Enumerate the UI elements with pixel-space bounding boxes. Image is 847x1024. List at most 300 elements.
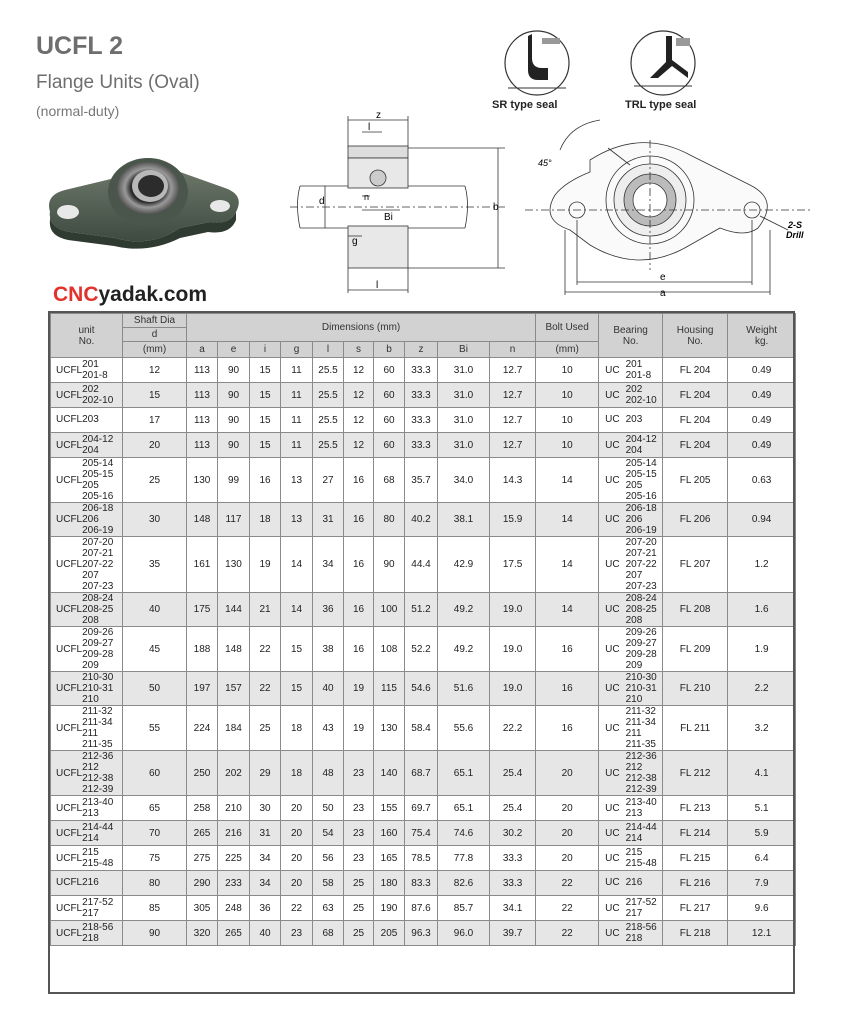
bearing-variant: 205-14 [625, 458, 657, 469]
bearing-variant: 217 [625, 908, 643, 919]
unit-variant: 217 [82, 908, 99, 919]
brand-cnc: CNC [53, 283, 99, 306]
cell-l: 34 [313, 537, 344, 593]
cell-bearing-no [599, 537, 663, 593]
cell-g: 11 [281, 358, 313, 383]
cell-n: 14.3 [490, 458, 536, 503]
cell-s: 16 [344, 593, 374, 627]
bearing-variant: 207 [625, 570, 643, 581]
dim-head-e: e [218, 342, 250, 358]
unit-variant: 215-48 [82, 858, 114, 869]
cell-n: 19.0 [490, 672, 536, 706]
spec-table [50, 313, 796, 946]
unit-prefix: UCFL [56, 643, 83, 655]
cell-bolt: 20 [536, 846, 599, 871]
bearing-variant: 201-8 [625, 370, 652, 381]
bearing-variant: 215-48 [625, 858, 657, 869]
bearing-prefix: UC [605, 767, 620, 779]
cell-bi: 82.6 [438, 871, 490, 896]
cell-weight: 2.2 [728, 672, 796, 706]
cell-bolt: 14 [536, 503, 599, 537]
dim-bi: Bi [384, 212, 393, 223]
col-dimensions: Dimensions (mm) [187, 314, 536, 342]
cell-l: 25.5 [313, 383, 344, 408]
unit-variant: 207-22 [82, 559, 114, 570]
cell-d: 85 [123, 896, 187, 921]
cell-e: 148 [218, 627, 250, 672]
unit-variant: 206 [82, 514, 99, 525]
cell-i: 21 [250, 593, 281, 627]
cell-weight: 0.63 [728, 458, 796, 503]
cell-n: 12.7 [490, 358, 536, 383]
cell-bolt: 10 [536, 383, 599, 408]
cell-e: 90 [218, 383, 250, 408]
unit-prefix: UCFL [56, 514, 83, 525]
unit-variant: 207-20 [82, 537, 114, 548]
cell-l: 54 [313, 821, 344, 846]
cell-n: 25.4 [490, 751, 536, 796]
unit-variant: 214 [82, 833, 99, 844]
dim-head-b: b [374, 342, 405, 358]
cell-b: 140 [374, 751, 405, 796]
cell-b: 205 [374, 921, 405, 946]
cell-d: 20 [123, 433, 187, 458]
cell-bolt: 14 [536, 458, 599, 503]
cell-unit-no [51, 433, 123, 458]
cell-unit-no [51, 593, 123, 627]
cell-d: 70 [123, 821, 187, 846]
cell-housing: FL 209 [663, 627, 728, 672]
cell-n: 12.7 [490, 433, 536, 458]
cell-bi: 65.1 [438, 796, 490, 821]
cell-l: 25.5 [313, 408, 344, 433]
cell-b: 60 [374, 433, 405, 458]
page-subtitle: Flange Units (Oval) [36, 72, 200, 93]
bearing-variant: 210-31 [625, 683, 657, 694]
bearing-prefix: UC [605, 852, 620, 864]
unit-variant: 213 [82, 808, 99, 819]
cell-housing: FL 217 [663, 896, 728, 921]
cell-s: 16 [344, 627, 374, 672]
cell-a: 148 [187, 503, 218, 537]
cell-z: 44.4 [405, 537, 438, 593]
unit-variant: 207 [82, 570, 99, 581]
col-shaft-mm: (mm) [123, 342, 187, 358]
cell-unit-no [51, 706, 123, 751]
unit-variant: 214-44 [82, 822, 114, 833]
cell-housing: FL 204 [663, 433, 728, 458]
unit-variant: 208 [82, 615, 99, 626]
cell-d: 50 [123, 672, 187, 706]
cell-s: 16 [344, 503, 374, 537]
dim-head-g: g [281, 342, 313, 358]
cell-i: 30 [250, 796, 281, 821]
cell-a: 161 [187, 537, 218, 593]
cell-unit-no [51, 537, 123, 593]
cell-i: 25 [250, 706, 281, 751]
bearing-variant: 211 [625, 728, 642, 739]
dim-a: a [660, 288, 666, 299]
bearing-prefix: UC [605, 514, 620, 525]
cell-e: 157 [218, 672, 250, 706]
cell-l: 31 [313, 503, 344, 537]
drill-label-2: Drill [786, 230, 804, 240]
bearing-prefix: UC [605, 827, 620, 839]
cell-bi: 31.0 [438, 433, 490, 458]
unit-variant: 210-31 [82, 683, 114, 694]
cell-i: 36 [250, 896, 281, 921]
bearing-variant: 213 [625, 808, 643, 819]
cell-z: 51.2 [405, 593, 438, 627]
cell-d: 17 [123, 408, 187, 433]
table-row [51, 627, 796, 672]
bearing-prefix: UC [605, 877, 620, 889]
cell-weight: 6.4 [728, 846, 796, 871]
bearing-variant: 201 [625, 359, 643, 370]
product-photo [40, 150, 250, 250]
cell-g: 20 [281, 796, 313, 821]
cell-bi: 42.9 [438, 537, 490, 593]
cell-a: 197 [187, 672, 218, 706]
cell-bolt: 20 [536, 751, 599, 796]
bearing-variant: 217-52 [625, 897, 657, 908]
bearing-variant: 207-22 [625, 559, 657, 570]
bearing-prefix: UC [605, 414, 620, 426]
cell-i: 31 [250, 821, 281, 846]
unit-variant: 212-36 [82, 751, 114, 762]
cell-unit-no [51, 627, 123, 672]
dim-head-z: z [405, 342, 438, 358]
unit-variant: 207-21 [82, 548, 114, 559]
cell-weight: 0.49 [728, 433, 796, 458]
cell-z: 52.2 [405, 627, 438, 672]
unit-variant: 202 [82, 384, 99, 395]
bearing-variant: 206 [625, 514, 643, 525]
cell-l: 56 [313, 846, 344, 871]
cell-d: 40 [123, 593, 187, 627]
cell-e: 184 [218, 706, 250, 751]
cell-z: 87.6 [405, 896, 438, 921]
cell-g: 23 [281, 921, 313, 946]
bearing-variant: 205-16 [625, 491, 657, 502]
cell-unit-no [51, 358, 123, 383]
cell-i: 16 [250, 458, 281, 503]
cell-bolt: 22 [536, 896, 599, 921]
cell-b: 115 [374, 672, 405, 706]
bearing-variant: 207-20 [625, 537, 657, 548]
cell-n: 19.0 [490, 627, 536, 672]
bearing-prefix: UC [605, 604, 620, 615]
dim-d: d [319, 196, 325, 207]
cell-b: 68 [374, 458, 405, 503]
cell-bearing-no [599, 672, 663, 706]
cell-weight: 5.1 [728, 796, 796, 821]
cell-bearing-no [599, 921, 663, 946]
unit-variant: 215 [82, 847, 99, 858]
cell-b: 180 [374, 871, 405, 896]
cell-unit-no [51, 458, 123, 503]
cell-i: 15 [250, 383, 281, 408]
cell-e: 248 [218, 896, 250, 921]
table-row [51, 672, 796, 706]
unit-variant: 210-30 [82, 672, 114, 683]
cell-a: 265 [187, 821, 218, 846]
cell-d: 65 [123, 796, 187, 821]
cell-l: 68 [313, 921, 344, 946]
cell-bi: 31.0 [438, 383, 490, 408]
unit-variant: 211-34 [82, 717, 113, 728]
cell-n: 12.7 [490, 383, 536, 408]
cell-e: 90 [218, 433, 250, 458]
trl-seal-diagram [628, 28, 698, 98]
cell-l: 43 [313, 706, 344, 751]
cell-b: 190 [374, 896, 405, 921]
cell-g: 14 [281, 593, 313, 627]
cell-bolt: 10 [536, 358, 599, 383]
cell-s: 16 [344, 458, 374, 503]
cell-l: 38 [313, 627, 344, 672]
cell-housing: FL 210 [663, 672, 728, 706]
unit-variant: 212 [82, 762, 99, 773]
dim-head-s: s [344, 342, 374, 358]
cell-housing: FL 204 [663, 408, 728, 433]
cell-z: 33.3 [405, 358, 438, 383]
cell-unit-no [51, 896, 123, 921]
bearing-prefix: UC [605, 559, 620, 570]
cell-g: 18 [281, 751, 313, 796]
cell-z: 54.6 [405, 672, 438, 706]
bearing-variant: 205-15 [625, 469, 657, 480]
cell-i: 34 [250, 871, 281, 896]
cell-weight: 1.6 [728, 593, 796, 627]
cell-d: 35 [123, 537, 187, 593]
cell-bearing-no [599, 358, 663, 383]
col-shaft: Shaft Dia [123, 314, 187, 328]
cell-i: 18 [250, 503, 281, 537]
cell-i: 15 [250, 433, 281, 458]
unit-variant: 209-26 [82, 627, 114, 638]
unit-variant: 218-56 [82, 922, 114, 933]
cell-housing: FL 204 [663, 358, 728, 383]
bearing-variant: 214 [625, 833, 643, 844]
col-housing: Housing No. [663, 314, 728, 358]
cell-g: 13 [281, 503, 313, 537]
unit-variant: 209-28 [82, 649, 114, 660]
cell-bi: 38.1 [438, 503, 490, 537]
table-row [51, 433, 796, 458]
cell-unit-no [51, 383, 123, 408]
cell-g: 22 [281, 896, 313, 921]
col-bearing: Bearing No. [599, 314, 663, 358]
cell-i: 34 [250, 846, 281, 871]
cell-unit-no [51, 408, 123, 433]
cell-i: 22 [250, 672, 281, 706]
cell-housing: FL 218 [663, 921, 728, 946]
cell-bearing-no [599, 896, 663, 921]
cell-z: 78.5 [405, 846, 438, 871]
cell-s: 19 [344, 672, 374, 706]
cell-a: 113 [187, 408, 218, 433]
cell-s: 23 [344, 821, 374, 846]
cell-g: 20 [281, 871, 313, 896]
cell-d: 75 [123, 846, 187, 871]
cell-b: 130 [374, 706, 405, 751]
cell-bi: 31.0 [438, 408, 490, 433]
cell-l: 50 [313, 796, 344, 821]
cell-bearing-no [599, 433, 663, 458]
cell-g: 11 [281, 383, 313, 408]
cell-unit-no [51, 821, 123, 846]
cell-weight: 5.9 [728, 821, 796, 846]
dim-z: z [376, 110, 381, 121]
cell-a: 275 [187, 846, 218, 871]
unit-variant: 205-16 [82, 491, 114, 502]
cell-d: 15 [123, 383, 187, 408]
cell-unit-no [51, 871, 123, 896]
bearing-variant: 204-12 [625, 434, 657, 445]
cell-s: 23 [344, 751, 374, 796]
bearing-variant: 207-23 [625, 581, 657, 592]
dim-head-bi: Bi [438, 342, 490, 358]
cell-housing: FL 215 [663, 846, 728, 871]
table-row [51, 383, 796, 408]
cell-z: 83.3 [405, 871, 438, 896]
table-row [51, 871, 796, 896]
cell-e: 210 [218, 796, 250, 821]
cell-g: 13 [281, 458, 313, 503]
unit-variant: 205 [82, 480, 99, 491]
table-row [51, 896, 796, 921]
cell-s: 23 [344, 796, 374, 821]
cell-bolt: 16 [536, 627, 599, 672]
cell-a: 113 [187, 383, 218, 408]
cell-s: 25 [344, 871, 374, 896]
cell-s: 16 [344, 537, 374, 593]
bearing-variant: 209-27 [625, 638, 657, 649]
bearing-variant: 206-18 [625, 503, 657, 514]
cell-i: 19 [250, 537, 281, 593]
bearing-variant: 204 [625, 445, 643, 456]
bearing-variant: 212 [625, 762, 643, 773]
cell-d: 25 [123, 458, 187, 503]
unit-prefix: UCFL [56, 474, 83, 486]
unit-variant: 206-19 [82, 525, 114, 536]
dim-head-a: a [187, 342, 218, 358]
duty-note: (normal-duty) [36, 103, 120, 119]
cell-a: 320 [187, 921, 218, 946]
cell-bi: 85.7 [438, 896, 490, 921]
unit-prefix: UCFL [56, 559, 83, 570]
bearing-variant: 216 [625, 877, 643, 889]
cell-housing: FL 216 [663, 871, 728, 896]
dim-n: n [364, 192, 370, 202]
cell-i: 15 [250, 358, 281, 383]
page-title: UCFL 2 [36, 32, 124, 60]
cell-unit-no [51, 751, 123, 796]
cell-n: 12.7 [490, 408, 536, 433]
cell-g: 15 [281, 672, 313, 706]
unit-variant: 217-52 [82, 897, 114, 908]
cell-d: 12 [123, 358, 187, 383]
table-row [51, 796, 796, 821]
cell-b: 80 [374, 503, 405, 537]
cell-n: 39.7 [490, 921, 536, 946]
cell-z: 96.3 [405, 921, 438, 946]
table-row [51, 821, 796, 846]
cell-weight: 0.49 [728, 408, 796, 433]
cell-e: 265 [218, 921, 250, 946]
dim-i: l [368, 122, 371, 133]
unit-variant: 212-38 [82, 773, 114, 784]
table-row [51, 751, 796, 796]
bearing-variant: 212-39 [625, 784, 657, 795]
cell-s: 25 [344, 896, 374, 921]
cell-n: 17.5 [490, 537, 536, 593]
cell-i: 29 [250, 751, 281, 796]
cell-l: 25.5 [313, 433, 344, 458]
table-row [51, 846, 796, 871]
cell-e: 144 [218, 593, 250, 627]
bearing-variant: 207-21 [625, 548, 657, 559]
dim-b: b [493, 202, 499, 213]
cell-e: 90 [218, 358, 250, 383]
cell-bi: 74.6 [438, 821, 490, 846]
cell-bearing-no [599, 383, 663, 408]
unit-prefix: UCFL [56, 683, 83, 694]
unit-variant: 209 [82, 660, 99, 671]
cell-unit-no [51, 921, 123, 946]
unit-variant: 207-23 [82, 581, 114, 592]
unit-variant: 211 [82, 728, 99, 739]
cell-z: 33.3 [405, 408, 438, 433]
unit-prefix: UCFL [56, 902, 83, 914]
cell-z: 40.2 [405, 503, 438, 537]
cell-z: 75.4 [405, 821, 438, 846]
bearing-variant: 218 [625, 933, 643, 944]
unit-variant: 203 [82, 414, 99, 426]
unit-prefix: UCFL [56, 852, 83, 864]
cell-s: 12 [344, 433, 374, 458]
cell-bi: 77.8 [438, 846, 490, 871]
col-bolt-mm: (mm) [536, 342, 599, 358]
bearing-prefix: UC [605, 389, 620, 401]
cell-e: 130 [218, 537, 250, 593]
cell-l: 48 [313, 751, 344, 796]
cell-bolt: 20 [536, 796, 599, 821]
cell-b: 60 [374, 383, 405, 408]
unit-prefix: UCFL [56, 364, 83, 376]
cell-g: 15 [281, 627, 313, 672]
bearing-variant: 202 [625, 384, 643, 395]
unit-variant: 216 [82, 877, 99, 889]
bearing-variant: 206-19 [625, 525, 657, 536]
cell-bi: 55.6 [438, 706, 490, 751]
cell-bolt: 16 [536, 706, 599, 751]
bearing-variant: 210-30 [625, 672, 657, 683]
table-row [51, 503, 796, 537]
bearing-variant: 218-56 [625, 922, 657, 933]
cell-bolt: 14 [536, 537, 599, 593]
cell-a: 250 [187, 751, 218, 796]
cell-d: 55 [123, 706, 187, 751]
cell-s: 25 [344, 921, 374, 946]
cell-g: 14 [281, 537, 313, 593]
brand-domain: yadak.com [98, 283, 208, 306]
cell-l: 58 [313, 871, 344, 896]
cell-e: 117 [218, 503, 250, 537]
table-row [51, 358, 796, 383]
unit-variant: 211-32 [82, 706, 113, 717]
